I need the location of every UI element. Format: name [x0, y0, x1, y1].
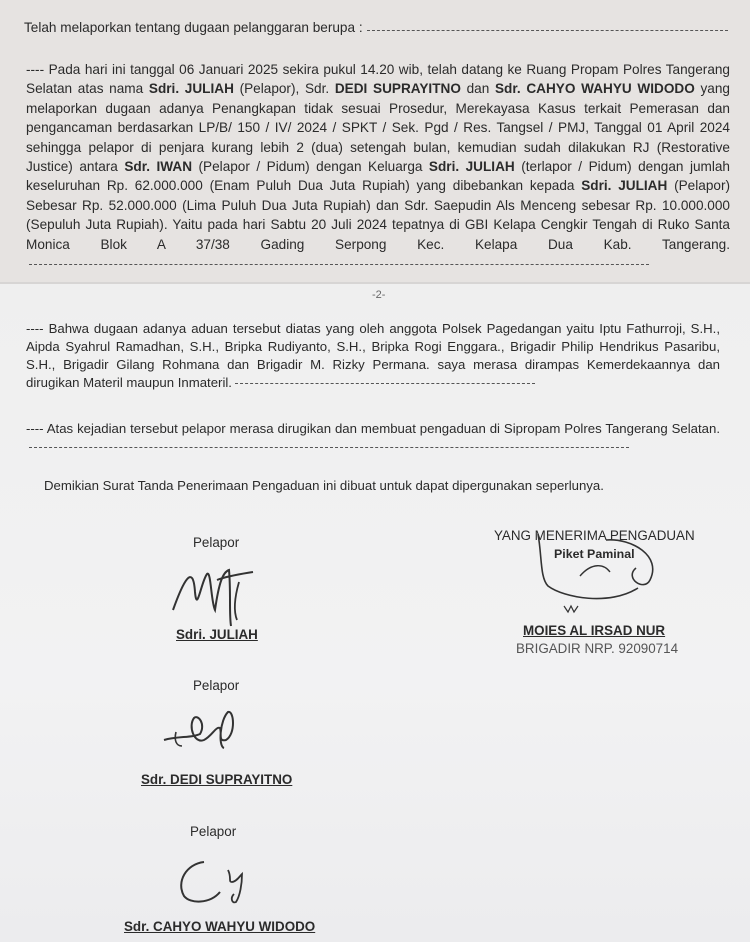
- signatory-role: Pelapor: [193, 678, 240, 693]
- signatory-name: Sdr. CAHYO WAHYU WIDODO: [124, 919, 316, 934]
- signatory-name: Sdr. DEDI SUPRAYITNO: [141, 772, 293, 787]
- signatory-role: Pelapor: [190, 824, 237, 839]
- person-name: Sdri. JULIAH: [428, 159, 515, 175]
- receiver-title: YANG MENERIMA PENGADUAN: [494, 528, 695, 543]
- signature-dedi: [158, 700, 248, 760]
- body-text: dan: [460, 81, 495, 97]
- dotted-leader: [367, 30, 728, 31]
- body-text: (terlapor / Pidum) dengan jumlah keseluruhan Rp. 62.000.000 (Enam Puluh Dua Juta Rupiah) yang dibebankan kepada: [26, 159, 730, 194]
- report-header-text: Telah melaporkan tentang dugaan pelanggaran berupa :: [24, 20, 363, 35]
- signature-cahyo: [170, 852, 260, 912]
- signatory-name: Sdri. JULIAH: [176, 627, 258, 642]
- body-text: ---- Atas kejadian tersebut pelapor merasa dirugikan dan membuat pengaduan di Sipropam Polres Tangerang Selatan.: [26, 421, 720, 436]
- closing-statement: Demikian Surat Tanda Penerimaan Pengaduan ini dibuat untuk dapat dipergunakan seperlunya.: [44, 478, 604, 493]
- document-page-1: [0, 0, 750, 284]
- body-text: (Pelapor / Pidum) dengan Keluarga: [192, 159, 429, 175]
- signature-juliah: [165, 552, 275, 630]
- dotted-leader: [235, 383, 535, 384]
- page-number: -2-: [372, 289, 386, 301]
- person-name: Sdri. JULIAH: [581, 178, 668, 194]
- signatory-role: Pelapor: [193, 535, 240, 550]
- signature-receiver: [520, 526, 670, 626]
- dotted-leader: [29, 264, 649, 265]
- body-text: yang melaporkan dugaan adanya Penangkapan tidak sesuai Prosedur, Merekayasa Kasus terkait Pemerasan dan pengancaman berdasarkan LP/B/ 150 / IV/ 2024 / SPKT / Sek. Pgd / Res. Tangsel / PMJ, Tanggal 01 April 2024 sehingga pelapor di penjara kurang lebih 2 (dua) setengah bulan, kemudian sudah dilakukan RJ (Restorative Justice) antara: [26, 81, 730, 175]
- person-name: Sdri. JULIAH: [148, 81, 234, 97]
- person-name: Sdr. IWAN: [124, 159, 193, 175]
- statement-paragraph: [26, 420, 720, 456]
- person-name: DEDI SUPRAYITNO: [334, 81, 461, 97]
- incident-paragraph: [26, 60, 730, 273]
- body-text: (Pelapor) Sebesar Rp. 52.000.000 (Lima Puluh Dua Juta Rupiah) dan Sdr. Saepudin Als Menceng sebesar Rp. 10.000.000 (Sepuluh Juta Rupiah). Yaitu pada hari Sabtu 20 Juli 2024 tepatnya di GBI Kelapa Cengkir Tengah di Ruko Santa Monica Blok A 37/38 Gading Serpong Kec. Kelapa Dua Kab. Tangerang.: [26, 178, 730, 252]
- complaint-paragraph: [26, 320, 720, 392]
- dotted-leader: [29, 447, 629, 448]
- body-text: (Pelapor), Sdr.: [233, 81, 335, 97]
- person-name: Sdr. CAHYO WAHYU WIDODO: [494, 81, 695, 97]
- receiver-name: MOIES AL IRSAD NUR: [523, 623, 666, 638]
- body-text: ---- Pada hari ini tanggal 06 Januari 2025 sekira pukul 14.20 wib, telah datang ke Ruang Propam Polres Tangerang Selatan atas nama: [26, 62, 730, 97]
- report-header: [24, 20, 728, 35]
- receiver-rank: BRIGADIR NRP. 92090714: [516, 641, 679, 656]
- receiver-unit: Piket Paminal: [554, 547, 635, 561]
- body-text: ---- Bahwa dugaan adanya aduan tersebut diatas yang oleh anggota Polsek Pagedangan yaitu Iptu Fathurroji, S.H., Aipda Syahrul Ramadhan, S.H., Bripka Rudiyanto, S.H., Bripka Rogi Enggara., Brigadir Philip Hendrikus Pasaribu, S.H., Brigadir Gilang Rohmana dan Brigadir M. Rizky Permana. saya merasa dirampas Kemerdekaannya dan dirugikan Materil maupun Inmateril.: [26, 321, 720, 390]
